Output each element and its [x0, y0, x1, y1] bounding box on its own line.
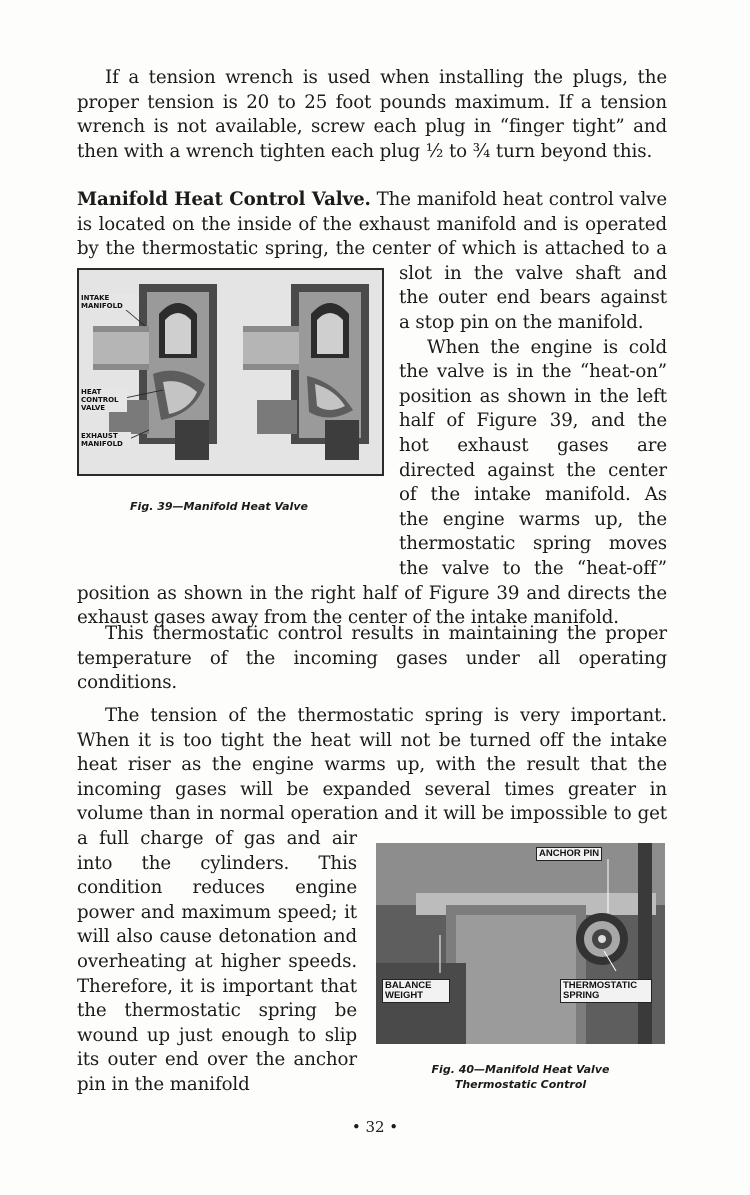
figure-39-illustration	[77, 268, 384, 476]
paragraph-manifold-text: The manifold heat control valve is located on the inside of the exhaust manifold and is operated by the thermostatic spring, the center of which is attached to a slot in the valve shaft and the outer end bears against a stop pin on the manifold.	[77, 189, 667, 333]
label-balance-weight: BALANCE WEIGHT	[382, 979, 450, 1003]
label-anchor-pin: ANCHOR PIN	[536, 847, 602, 861]
section-heading: Manifold Heat Control Valve.	[77, 189, 371, 210]
figure-40-caption	[376, 1062, 665, 1092]
label-thermostatic-spring: THERMOSTATIC SPRING	[560, 979, 652, 1003]
label-exhaust-manifold: EXHAUST MANIFOLD	[81, 432, 131, 448]
paragraph-thermostatic-control: This thermostatic control results in maintaining the proper temperature of the incoming gases under all operating conditions.	[77, 623, 667, 694]
label-intake-manifold: INTAKE MANIFOLD	[81, 294, 139, 310]
thermostatic-control-photo	[376, 843, 665, 1044]
figure-40-caption-line1: Fig. 40—Manifold Heat Valve	[431, 1063, 610, 1076]
paragraph-engine-cold: When the engine is cold the valve is in the “heat-on” position as shown in the left half of Figure 39, and the hot exhaust gases are directed against the center of the intake manifold. As the engine warms up, the thermostatic spring moves the valve to the “heat-off” position as shown in the right half of Figure 39 and directs the exhaust gases away from the center of the intake manifold.	[77, 336, 667, 629]
figure-40-photo	[376, 843, 665, 1044]
paragraph-spark-plug-tension: If a tension wrench is used when installing the plugs, the proper tension is 20 to 25 foot pounds maximum. If a tension wrench is not available, screw each plug in “finger tight” and then with a wrench tighten each plug ½ to ¾ turn beyond this.	[77, 67, 667, 162]
paragraph-spring-tension-text: The tension of the thermostatic spring is very important. When it is too tight the heat will not be turned off the intake heat riser as the engine warms up, with the result that the incoming gases will be expanded several times greater in volume than in normal operation and it will be impossible to get a full charge of gas and air into the cylinders. This condition reduces engine power and maximum speed; it will also cause detonation and overheating at higher speeds. Therefore, it is important that the thermostatic spring be wound up just enough to slip its outer end over the anchor pin in the manifold	[77, 705, 667, 1095]
figure-40-caption-line2: Thermostatic Control	[454, 1078, 587, 1091]
figure-39-caption: Fig. 39—Manifold Heat Valve	[130, 500, 308, 513]
page-number: • 32 •	[351, 1118, 399, 1136]
label-heat-control-valve: HEAT CONTROL VALVE	[81, 388, 127, 412]
